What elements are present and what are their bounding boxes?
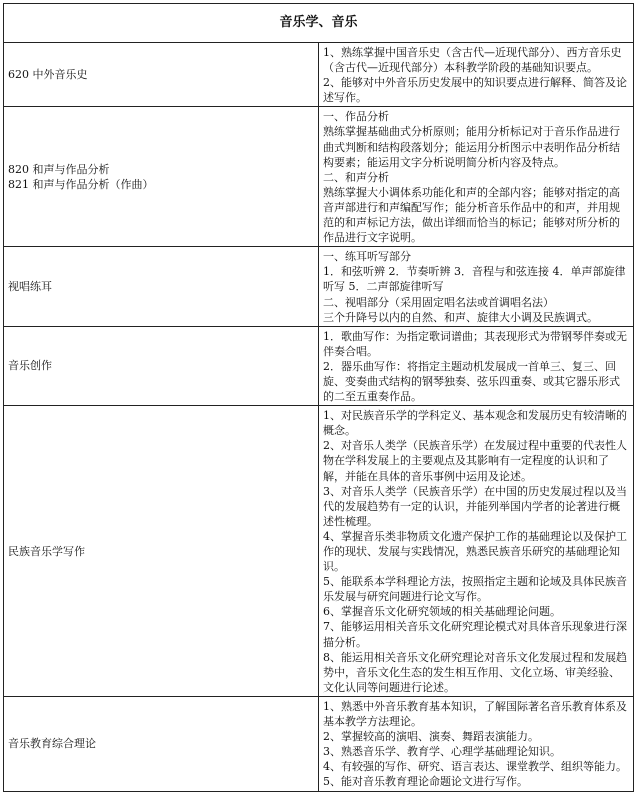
content-line: 二、和声分析 <box>323 170 389 184</box>
content-line: 2、掌握较高的演唱、演奏、舞蹈表演能力。 <box>323 730 539 744</box>
table-row <box>4 326 634 405</box>
content-line: 1．歌曲写作：为指定歌词谱曲；其表现形式为带钢琴伴奏或无伴奏合唱。 <box>323 329 627 358</box>
content-cell <box>319 107 634 247</box>
content-line: 1、对民族音乐学的学科定义、基本观念和发展历史有较清晰的概念。 <box>323 409 627 438</box>
table-row <box>4 43 634 107</box>
table-row <box>4 406 634 697</box>
content-line: 5、能对音乐教育理论命题论文进行写作。 <box>323 775 528 789</box>
title-row <box>4 4 634 43</box>
content-line: 1．和弦听辨 2．节奏听辨 3．音程与和弦连接 4．单声部旋律听写 5．二声部旋律听写 <box>323 265 626 294</box>
content-line: 5、能联系本学科理论方法，按照指定主题和论域及具体民族音乐发展与研究问题进行论文写作。 <box>323 575 627 604</box>
content-line: 7、能够运用相关音乐文化研究理论模式对具体音乐现象进行深描分析。 <box>323 620 627 649</box>
content-line: 一、作品分析 <box>323 110 389 124</box>
content-line: 4、掌握音乐类非物质文化遗产保护工作的基础理论以及保护工作的现状、发展与实践情况，熟悉民族音乐研究的基础理论知识。 <box>323 529 627 574</box>
subject-name: 821 和声与作品分析（作曲） <box>8 177 154 191</box>
content-cell <box>319 247 634 326</box>
content-line: 一、练耳听写部分 <box>323 250 411 264</box>
subject-name: 音乐创作 <box>8 359 52 373</box>
content-line: 1、熟悉中外音乐教育基本知识，了解国际著名音乐教育体系及基本教学方法理论。 <box>323 699 627 729</box>
content-line: 2．器乐曲写作：将指定主题动机发展成一首单三、复三、回旋、变奏曲式结构的钢琴独奏、弦乐四重奏、或其它器乐形式的二至五重奏作品。 <box>323 359 620 404</box>
content-line: 1、熟练掌握中国音乐史（含古代—近现代部分）、西方音乐史（含古代—近现代部分）本科教学阶段的基础知识要点。 <box>323 46 622 75</box>
subject-cell <box>4 247 319 326</box>
subject-name: 820 和声与作品分析 <box>8 162 110 176</box>
subject-cell <box>4 406 319 697</box>
content-line: 二、视唱部分（采用固定唱名法或首调唱名法） <box>323 295 554 309</box>
syllabus-table <box>3 3 634 792</box>
subject-cell <box>4 43 319 107</box>
document-page <box>3 3 634 792</box>
subject-name: 视唱练耳 <box>8 279 52 293</box>
content-cell <box>319 406 634 697</box>
subject-cell <box>4 326 319 405</box>
table-row <box>4 696 634 791</box>
subject-name: 音乐教育综合理论 <box>8 737 96 751</box>
content-line: 3、熟悉音乐学、教育学、心理学基础理论知识。 <box>323 745 561 759</box>
content-line: 2、对音乐人类学（民族音乐学）在发展过程中重要的代表性人物在学科发展上的主要观点及其影响有一定程度的认识和了解，并能在具体的音乐事例中运用及论述。 <box>323 439 627 483</box>
subject-cell <box>4 107 319 247</box>
subject-name: 620 中外音乐史 <box>8 68 88 82</box>
content-line: 熟练掌握大小调体系功能化和声的全部内容；能够对指定的高音声部进行和声编配写作；能分析音乐作品中的和声，并用规范的和声标记方法，做出详细而恰当的标记；能够对所分析的作品进行文字说明。 <box>323 185 620 245</box>
content-line: 8、能运用相关音乐文化研究理论对音乐文化发展过程和发展趋势中，音乐文化生态的发生相互作用、文化立场、审美经验、文化认同等问题进行论述。 <box>323 650 627 694</box>
content-cell <box>319 696 634 791</box>
content-cell <box>319 43 634 107</box>
subject-name: 民族音乐学写作 <box>8 544 85 558</box>
content-line: 6、掌握音乐文化研究领域的相关基础理论问题。 <box>323 605 561 619</box>
content-line: 三个升降号以内的自然、和声、旋律大小调及民族调式。 <box>323 310 598 324</box>
table-row <box>4 107 634 247</box>
table-title: 音乐学、音乐 <box>4 4 634 43</box>
content-line: 3、对音乐人类学（民族音乐学）在中国的历史发展过程以及当代的发展趋势有一定的认识，并能列举国内学者的论著进行概述性梳理。 <box>323 484 627 528</box>
content-cell <box>319 326 634 405</box>
table-row <box>4 247 634 326</box>
content-line: 熟练掌握基础曲式分析原则；能用分析标记对于音乐作品进行曲式判断和结构段落划分；能运用分析图示中表明作品分析结构要素；能运用文字分析说明简分析内容及特点。 <box>323 125 620 169</box>
content-line: 4、有较强的写作、研究、语言表达、课堂教学、组织等能力。 <box>323 760 627 774</box>
subject-cell <box>4 696 319 791</box>
content-line: 2、能够对中外音乐历史发展中的知识要点进行解释、简答及论述写作。 <box>323 76 627 105</box>
